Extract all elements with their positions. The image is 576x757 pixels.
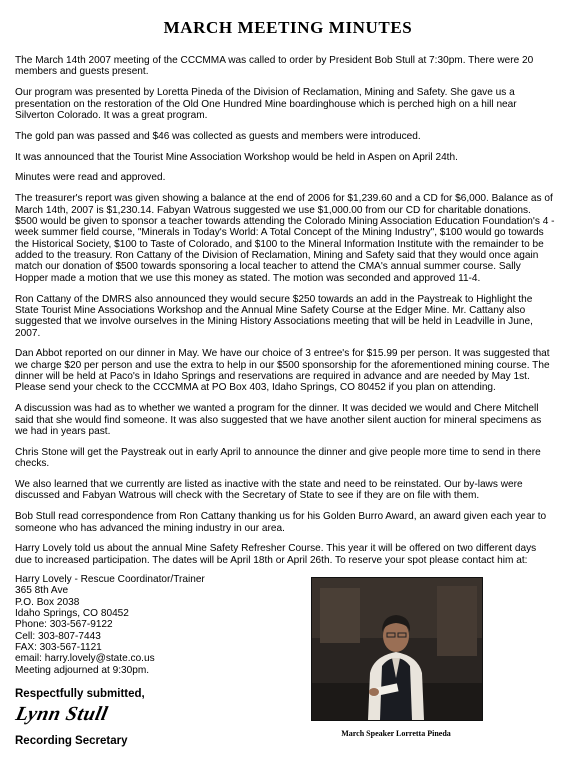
speaker-photo	[311, 577, 483, 721]
adjourned-text: Meeting adjourned at 9:30pm.	[15, 665, 150, 676]
paragraph-golden-burro: Bob Stull read correspondence from Ron Cattany thanking us for his Golden Burro Award, an award given each year to someone who has advanced the mining industry in our area.	[15, 511, 547, 534]
page-title: MARCH MEETING MINUTES	[163, 18, 413, 37]
paragraph-inactive-status: We also learned that we currently are listed as inactive with the state and need to be reinstated. Our by-laws were discussed and Fabyan Watrous will check with the Secretary of State to see if they are on file with them.	[15, 478, 523, 502]
contact-street: 365 8th Ave	[15, 585, 69, 597]
signature: Lynn Stull	[13, 703, 110, 725]
paragraph-treasurer-report: The treasurer's report was given showing a balance at the end of 2006 for $1,239.60 and a CD for $6,000. Balance as of March 14th, 2007 is $1,230.14. Fabyan Watrous suggested we use $1,000.00 from our CD for charitable donations. $500 would be given to sponsor a teacher towards attending the Colorado Mining Association Education Foundation's 4 - week summer field course, "Minerals in Today's World: A Total Concept of the Mining Industry", $100 would go towards the Historical Society, $100 to Taste of Colorado, and $100 to the Mineral Information Institute with the remainder to be added to the treasury. Ron Cattany of the Division of Reclamation, Mining and Safety said that they would once again match our donation of $500 towards sponsoring a local teacher to attend the CMA's annual summer course. Sally Hopper made a motion that we use this money as stated. The motion was seconded and approved 11-4.	[15, 193, 555, 284]
contact-po-box: P.O. Box 2038	[15, 596, 80, 608]
paragraph-call-to-order: The March 14th 2007 meeting of the CCCMMA was called to order by President Bob Stull at 7:30pm. There were 20 members and guests present.	[15, 55, 534, 78]
minutes-body	[15, 55, 555, 576]
photo-caption: March Speaker Lorretta Pineda	[341, 729, 451, 738]
paragraph-workshop: It was announced that the Tourist Mine Association Workshop would be held in Aspen on April 24th.	[15, 151, 458, 163]
paragraph-program: Our program was presented by Loretta Pineda of the Division of Reclamation, Mining and Safety. She gave us a presentation on the restoration of the Old One Hundred Mine boardinghouse which is perched high on a hill near Silverton Colorado. It was a great program.	[15, 87, 517, 121]
contact-fax: FAX: 303-567-1121	[15, 642, 102, 654]
contact-email: email: harry.lovely@state.co.us	[15, 653, 155, 665]
submitted-text: Respectfully submitted,	[15, 688, 145, 700]
secretary-role: Recording Secretary	[15, 735, 128, 747]
paragraph-safety-course: Harry Lovely told us about the annual Mine Safety Refresher Course. This year it will be offered on two different days due to increased participation. The dates will be April 18th or April 26th. To reserve your spot please contact him at:	[15, 543, 537, 566]
contact-city: Idaho Springs, CO 80452	[15, 608, 129, 620]
contact-cell: Cell: 303-807-7443	[15, 630, 101, 642]
contact-name: Harry Lovely - Rescue Coordinator/Trainer	[15, 574, 205, 585]
paragraph-paystreak-add: Ron Cattany of the DMRS also announced they would secure $250 towards an add in the Paystreak to Highlight the State Tourist Mine Associations Workshop and the Annual Mine Safety Course at the Edger Mine. Mr. Cattany also suggested that we involve ourselves in the Mining History Associations meeting that will be held in Leadville in June, 2007.	[15, 293, 533, 339]
contact-block	[15, 574, 295, 665]
contact-phone: Phone: 303-567-9122	[15, 619, 113, 631]
paragraph-gold-pan: The gold pan was passed and $46 was collected as guests and members were introduced.	[15, 130, 421, 142]
paragraph-minutes-approved: Minutes were read and approved.	[15, 172, 166, 184]
paragraph-dinner: Dan Abbot reported on our dinner in May. We have our choice of 3 entree's for $15.99 per person. It was suggested that we charge $20 per person and use the extra to help in our $500 sponsorship for the aforementioned mining course. The dinner will be held at Paco's in Idaho Springs and reservations are required in advance and are needed by May 1st. Please send your check to the CCCMMA at PO Box 403, Idaho Springs, CO 80452 if you plan on attending.	[15, 348, 550, 394]
paragraph-paystreak-april: Chris Stone will get the Paystreak out in early April to announce the dinner and give people more time to send in there checks.	[15, 446, 541, 470]
paragraph-dinner-program: A discussion was had as to whether we wanted a program for the dinner. It was decided we would and Chere Mitchell said that she would find someone. It was also suggested that we have another silent auction for mineral specimens as we had in years past.	[15, 403, 542, 437]
